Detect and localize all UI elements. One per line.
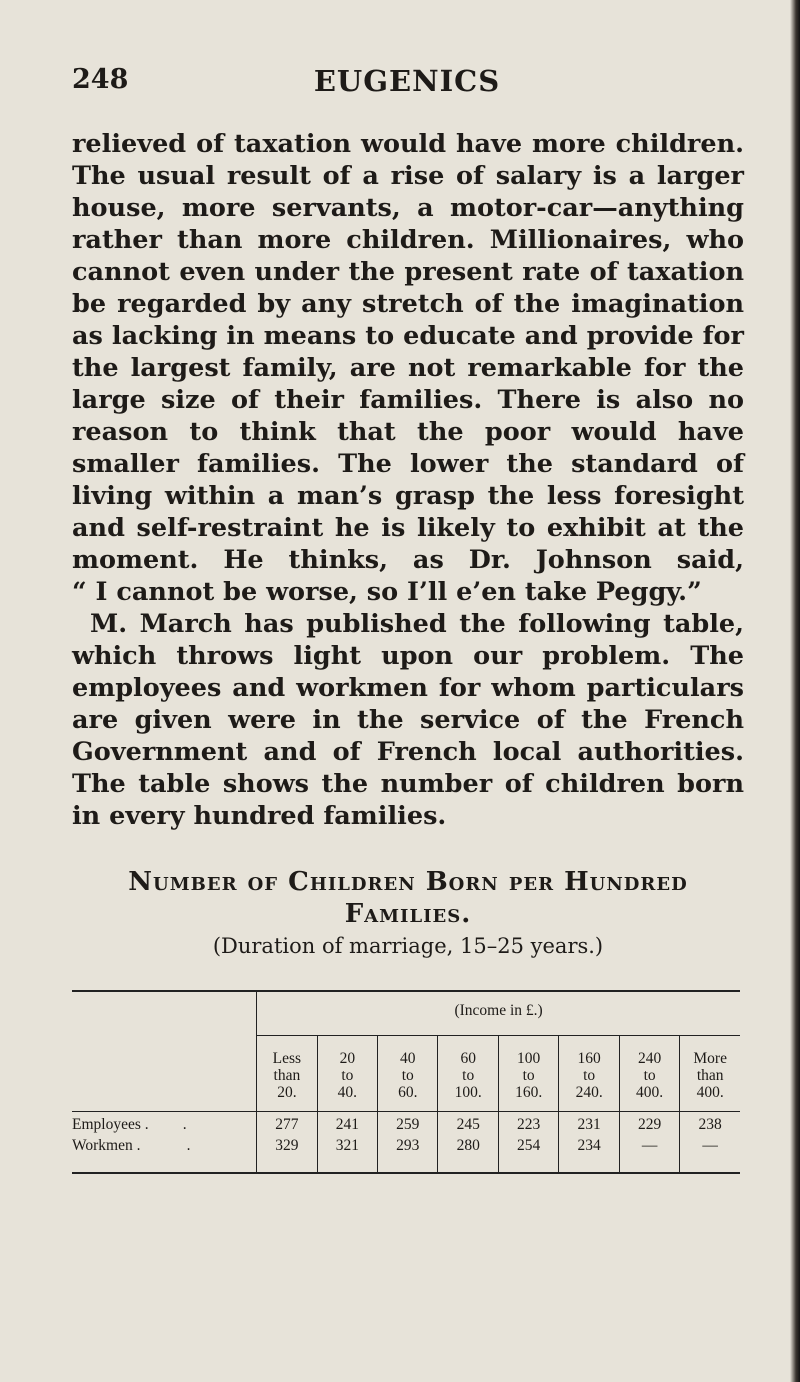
table-row: [72, 1133, 740, 1173]
column-header: More than 400.: [680, 1036, 740, 1112]
text-line: large size of their families. There is also no: [72, 385, 744, 415]
column-header: 20 to 40.: [317, 1036, 377, 1112]
text-line: M. March has published the following table,: [90, 609, 744, 639]
text-line: relieved of taxation would have more children.: [72, 129, 744, 159]
text-line: which throws light upon our problem. The: [72, 641, 744, 671]
text-line: rather than more children. Millionaires, who: [72, 225, 744, 255]
table-cell: 238: [680, 1112, 740, 1134]
table-cell: 245: [438, 1112, 498, 1134]
column-header: 240 to 400.: [619, 1036, 679, 1112]
column-header: Less than 20.: [257, 1036, 318, 1112]
text-line: house, more servants, a motor-car—anything: [72, 193, 744, 223]
text-line: in every hundred families.: [72, 801, 447, 831]
table-cell: 231: [559, 1112, 619, 1134]
table-cell: 321: [317, 1133, 377, 1173]
table-cell: 329: [257, 1133, 318, 1173]
table-title-line: Families.: [344, 899, 472, 929]
text-line: The usual result of a rise of salary is a larger: [72, 161, 744, 191]
text-line: and self-restraint he is likely to exhibit at the: [72, 513, 744, 543]
table-cell: —: [680, 1133, 740, 1173]
text-line: the largest family, are not remarkable for the: [72, 353, 744, 383]
page-edge-shadow: [790, 0, 800, 1382]
text-line: living within a man’s grasp the less foresight: [72, 481, 744, 511]
text-line: smaller families. The lower the standard of: [72, 449, 744, 479]
leader-dot: .: [182, 1116, 187, 1133]
text-line: “ I cannot be worse, so I’ll e’en take Peggy.”: [72, 577, 702, 607]
body-text: [72, 128, 744, 832]
table-stub-header: [72, 991, 257, 1036]
running-head: EUGENICS: [313, 64, 501, 98]
page-header: [72, 64, 742, 104]
column-header: 100 to 160.: [498, 1036, 558, 1112]
table-cell: 293: [378, 1133, 438, 1173]
table-row: [72, 1112, 740, 1134]
table-cell: 277: [257, 1112, 318, 1134]
table-cell: 280: [438, 1133, 498, 1173]
table-subtitle: (Duration of marriage, 15–25 years.): [212, 934, 604, 958]
children-table: [72, 990, 740, 1174]
column-header: 60 to 100.: [438, 1036, 498, 1112]
column-header: 40 to 60.: [378, 1036, 438, 1112]
text-line: reason to think that the poor would have: [72, 417, 744, 447]
table-cell: 234: [559, 1133, 619, 1173]
text-line: are given were in the service of the French: [72, 705, 744, 735]
row-label: Workmen .: [72, 1137, 141, 1154]
text-line: Government and of French local authorities.: [72, 737, 744, 767]
text-line: moment. He thinks, as Dr. Johnson said,: [72, 545, 744, 575]
table-cell: 241: [317, 1112, 377, 1134]
table-cell: —: [619, 1133, 679, 1173]
page-number: 248: [72, 64, 129, 95]
table-cell: 254: [498, 1133, 558, 1173]
leader-dot: .: [186, 1137, 191, 1154]
table-cell: 259: [378, 1112, 438, 1134]
table-title-line: Number of Children Born per Hundred: [128, 867, 688, 897]
text-line: as lacking in means to educate and provide for: [72, 321, 744, 351]
table-cell: 223: [498, 1112, 558, 1134]
text-line: cannot even under the present rate of taxation: [72, 257, 744, 287]
row-label: Employees .: [72, 1116, 149, 1133]
table-cell: 229: [619, 1112, 679, 1134]
text-line: be regarded by any stretch of the imagination: [72, 289, 744, 319]
text-line: The table shows the number of children born: [72, 769, 744, 799]
text-line: employees and workmen for whom particulars: [72, 673, 744, 703]
income-header: (Income in £.): [257, 991, 740, 1036]
table-title: [72, 866, 744, 930]
column-header: 160 to 240.: [559, 1036, 619, 1112]
